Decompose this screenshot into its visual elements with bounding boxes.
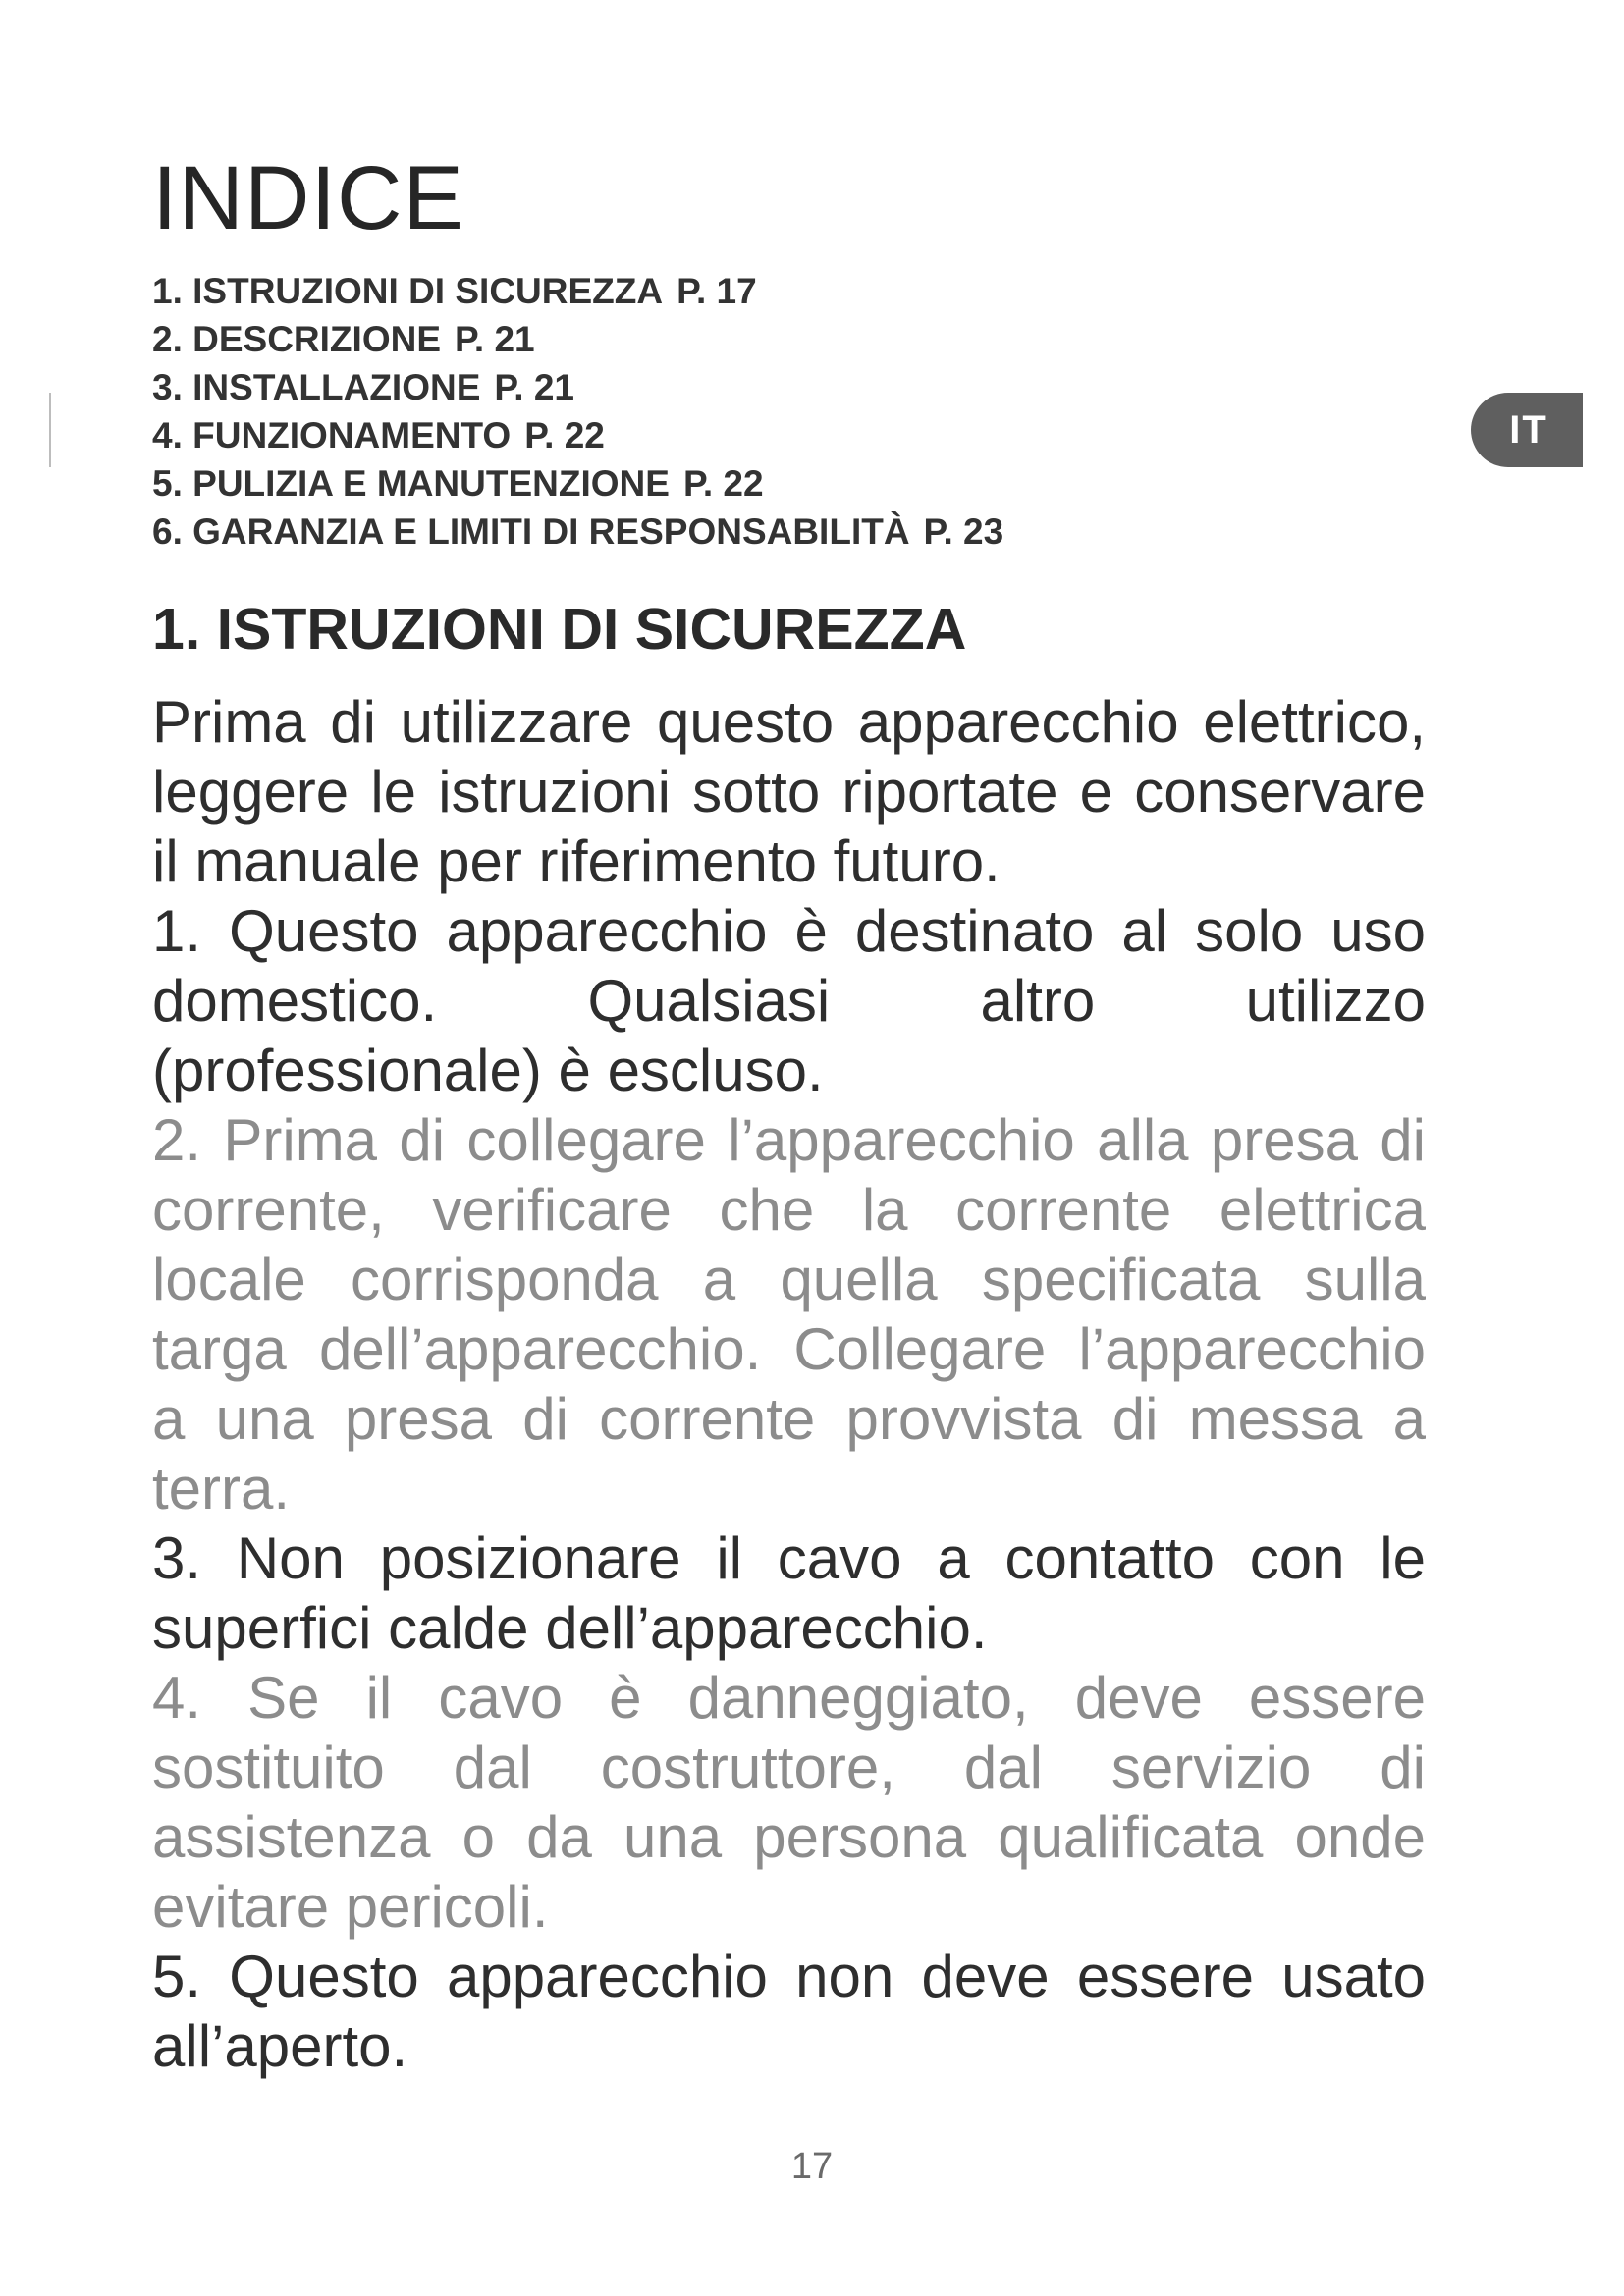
toc-item [152, 411, 1003, 459]
toc-item [152, 363, 1003, 411]
toc-item-label: 4. FUNZIONAMENTO [152, 415, 512, 455]
toc-item-label: 3. INSTALLAZIONE [152, 367, 481, 407]
language-tab-label: IT [1509, 407, 1548, 452]
toc-item-label: 1. ISTRUZIONI DI SICUREZZA [152, 271, 664, 311]
margin-rule [49, 393, 51, 467]
intro-paragraph: Prima di utilizzare questo apparecchio elettrico, leggere le istruzioni sotto riportate e conservare il manuale per riferimento futuro. [152, 689, 1426, 894]
toc-item [152, 267, 1003, 315]
toc-item-label: 6. GARANZIA E LIMITI DI RESPONSABILITÀ [152, 511, 910, 552]
toc-item-page: P. 17 [677, 271, 757, 311]
toc-item-page: P. 23 [923, 511, 1004, 552]
toc-item-label: 2. DESCRIZIONE [152, 319, 441, 359]
toc-item-page: P. 21 [494, 367, 574, 407]
section-body [152, 687, 1426, 2081]
table-of-contents [152, 267, 1003, 556]
safety-item: 3. Non posizionare il cavo a contatto con le superfici calde dell’apparecchio. [152, 1525, 1426, 1661]
toc-item [152, 315, 1003, 363]
page-number: 17 [790, 2146, 834, 2187]
toc-item-label: 5. PULIZIA E MANUTENZIONE [152, 463, 670, 504]
language-tab [1471, 393, 1583, 467]
safety-item: 5. Questo apparecchio non deve essere usato all’aperto. [152, 1944, 1426, 2079]
safety-item: 4. Se il cavo è danneggiato, deve essere sostituito dal costruttore, dal servizio di assistenza o da una persona qualificata onde evitare pericoli. [152, 1665, 1426, 1940]
section-heading: 1. ISTRUZIONI DI SICUREZZA [152, 597, 967, 662]
toc-item-page: P. 22 [524, 415, 605, 455]
toc-item-page: P. 22 [682, 463, 764, 504]
page-title: INDICE [152, 148, 464, 248]
safety-item: 2. Prima di collegare l’apparecchio alla presa di corrente, verificare che la corrente elettrica locale corrisponda a quella specificata sulla targa dell’apparecchio. Collegare l’apparecchio a una presa di corrente provvista di messa a terra. [152, 1107, 1426, 1522]
toc-item-page: P. 21 [455, 319, 535, 359]
toc-item [152, 459, 1003, 507]
toc-item [152, 507, 1003, 556]
safety-item: 1. Questo apparecchio è destinato al solo uso domestico. Qualsiasi altro utilizzo (professionale) è escluso. [152, 898, 1426, 1103]
